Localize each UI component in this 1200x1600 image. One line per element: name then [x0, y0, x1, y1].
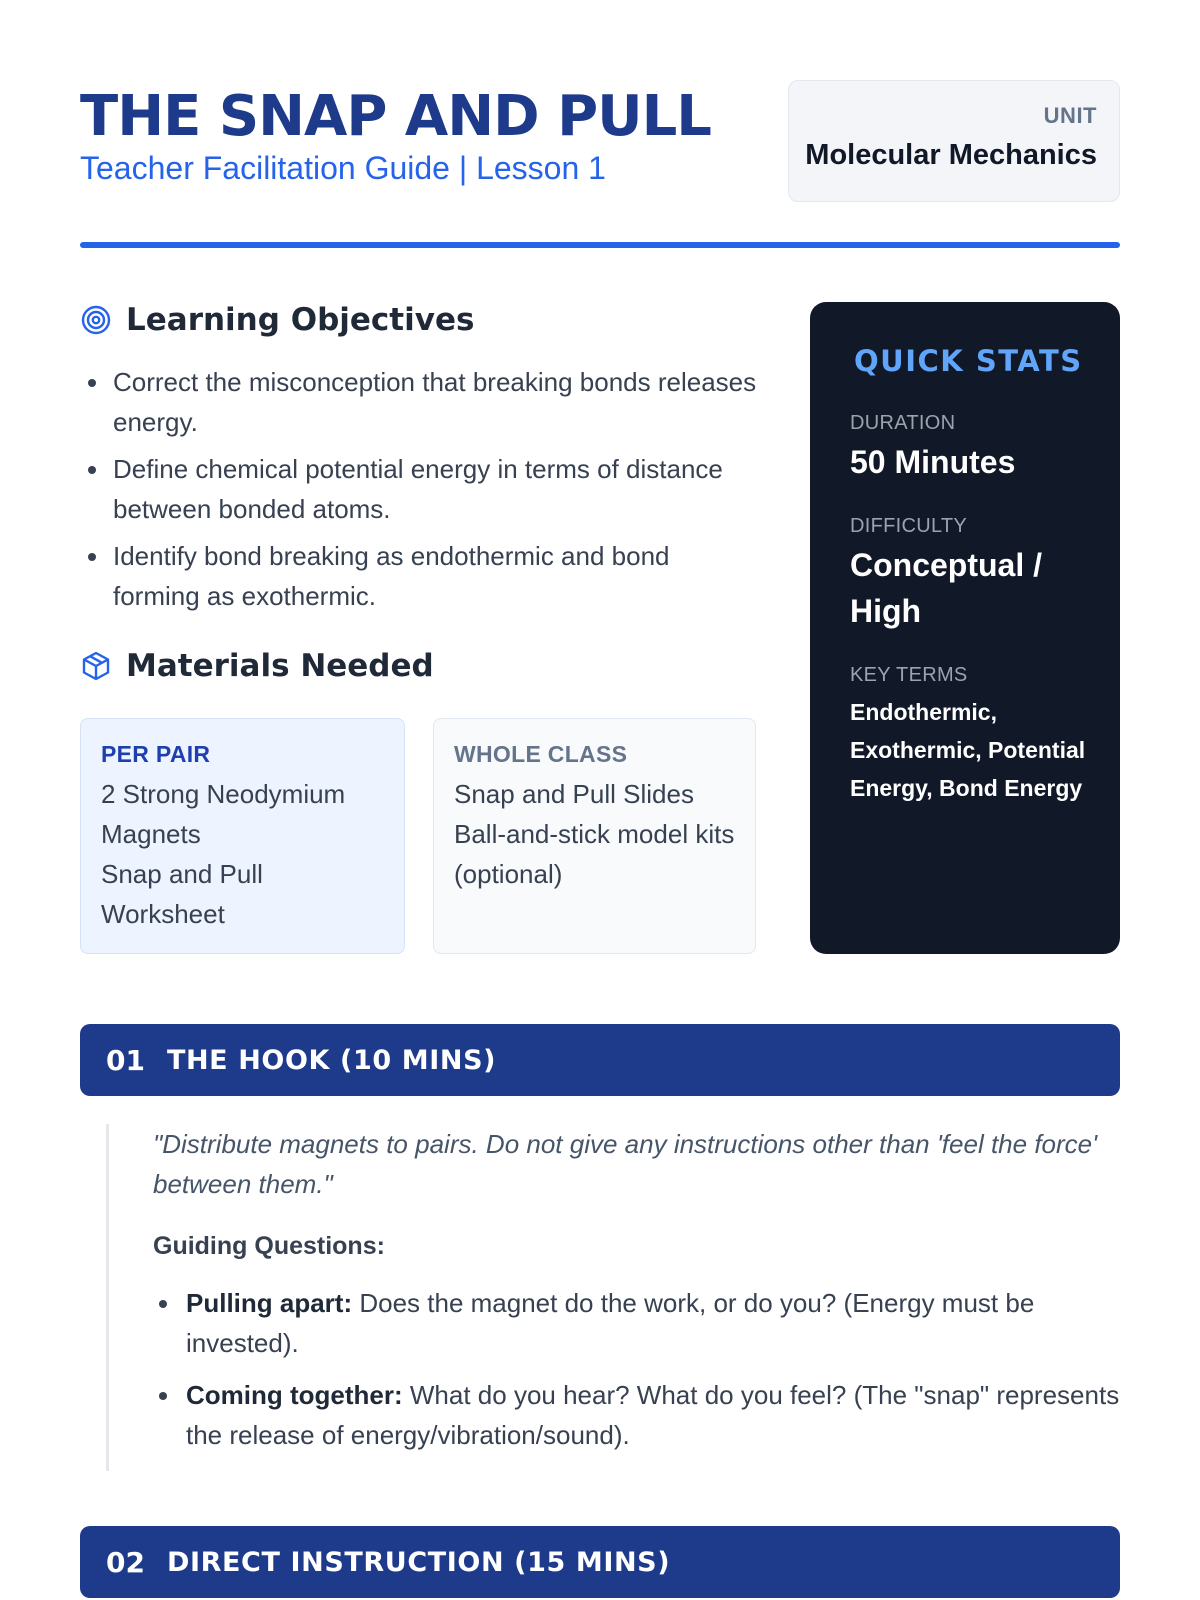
whole-class-card — [433, 718, 756, 954]
objectives-heading — [80, 302, 474, 338]
per-pair-card — [80, 718, 405, 954]
material-item: Snap and Pull Worksheet — [101, 859, 263, 929]
key-terms-value: Endothermic, Exothermic, Potential Energy, Bond Energy — [850, 699, 1086, 801]
unit-badge — [788, 80, 1120, 202]
list-item: Identify bond breaking as endothermic and bond forming as exothermic. — [80, 536, 760, 616]
section-header-hook — [80, 1024, 1120, 1096]
question-text: Does the magnet do the work, or do you? (Energy must be invested). — [186, 1288, 1035, 1358]
target-icon — [80, 304, 112, 336]
guiding-questions-label: Guiding Questions: — [153, 1232, 385, 1260]
material-item: Ball-and-stick model kits (optional) — [454, 819, 735, 889]
materials-heading — [80, 648, 434, 684]
page-subtitle: Teacher Facilitation Guide | Lesson 1 — [80, 150, 606, 186]
guiding-questions-list — [153, 1283, 1120, 1455]
unit-value: Molecular Mechanics — [805, 139, 1097, 171]
material-item: 2 Strong Neodymium Magnets — [101, 779, 346, 849]
material-item: Snap and Pull Slides — [454, 779, 694, 809]
difficulty-value: Conceptual / High — [850, 547, 1043, 629]
objectives-list — [80, 362, 760, 623]
list-item — [153, 1375, 1120, 1455]
key-terms-label: KEY TERMS — [850, 664, 968, 686]
page-header — [80, 78, 1120, 208]
list-item: Define chemical potential energy in terms of distance between bonded atoms. — [80, 449, 760, 529]
question-text: What do you hear? What do you feel? (The "snap" represents the release of energy/vibration/sound). — [186, 1380, 1120, 1450]
difficulty-label: DIFFICULTY — [850, 515, 968, 537]
quick-stats-title: QUICK STATS — [854, 344, 1083, 378]
section-number: 01 — [106, 1043, 145, 1077]
cube-icon — [80, 650, 112, 682]
section-title: THE HOOK (10 MINS) — [166, 1044, 497, 1076]
question-lead: Pulling apart: — [186, 1288, 353, 1318]
hook-content — [106, 1124, 1120, 1471]
teacher-quote: "Distribute magnets to pairs. Do not give any instructions other than 'feel the force' between them." — [153, 1129, 1098, 1199]
unit-label: UNIT — [1043, 103, 1097, 128]
question-lead: Coming together: — [186, 1380, 403, 1410]
header-divider — [80, 242, 1120, 248]
whole-class-label: WHOLE CLASS — [454, 741, 628, 767]
list-item: Correct the misconception that breaking bonds releases energy. — [80, 362, 760, 442]
page-title: THE SNAP AND PULL — [80, 84, 711, 149]
quick-stats-panel — [810, 302, 1120, 954]
duration-value: 50 Minutes — [850, 444, 1016, 480]
materials-title: Materials Needed — [126, 648, 434, 684]
section-number: 02 — [106, 1545, 145, 1579]
duration-label: DURATION — [850, 412, 956, 434]
section-header-direct-instruction — [80, 1526, 1120, 1598]
objectives-title: Learning Objectives — [126, 302, 475, 338]
per-pair-label: PER PAIR — [101, 741, 211, 767]
list-item — [153, 1283, 1120, 1363]
section-title: DIRECT INSTRUCTION (15 MINS) — [166, 1546, 671, 1578]
